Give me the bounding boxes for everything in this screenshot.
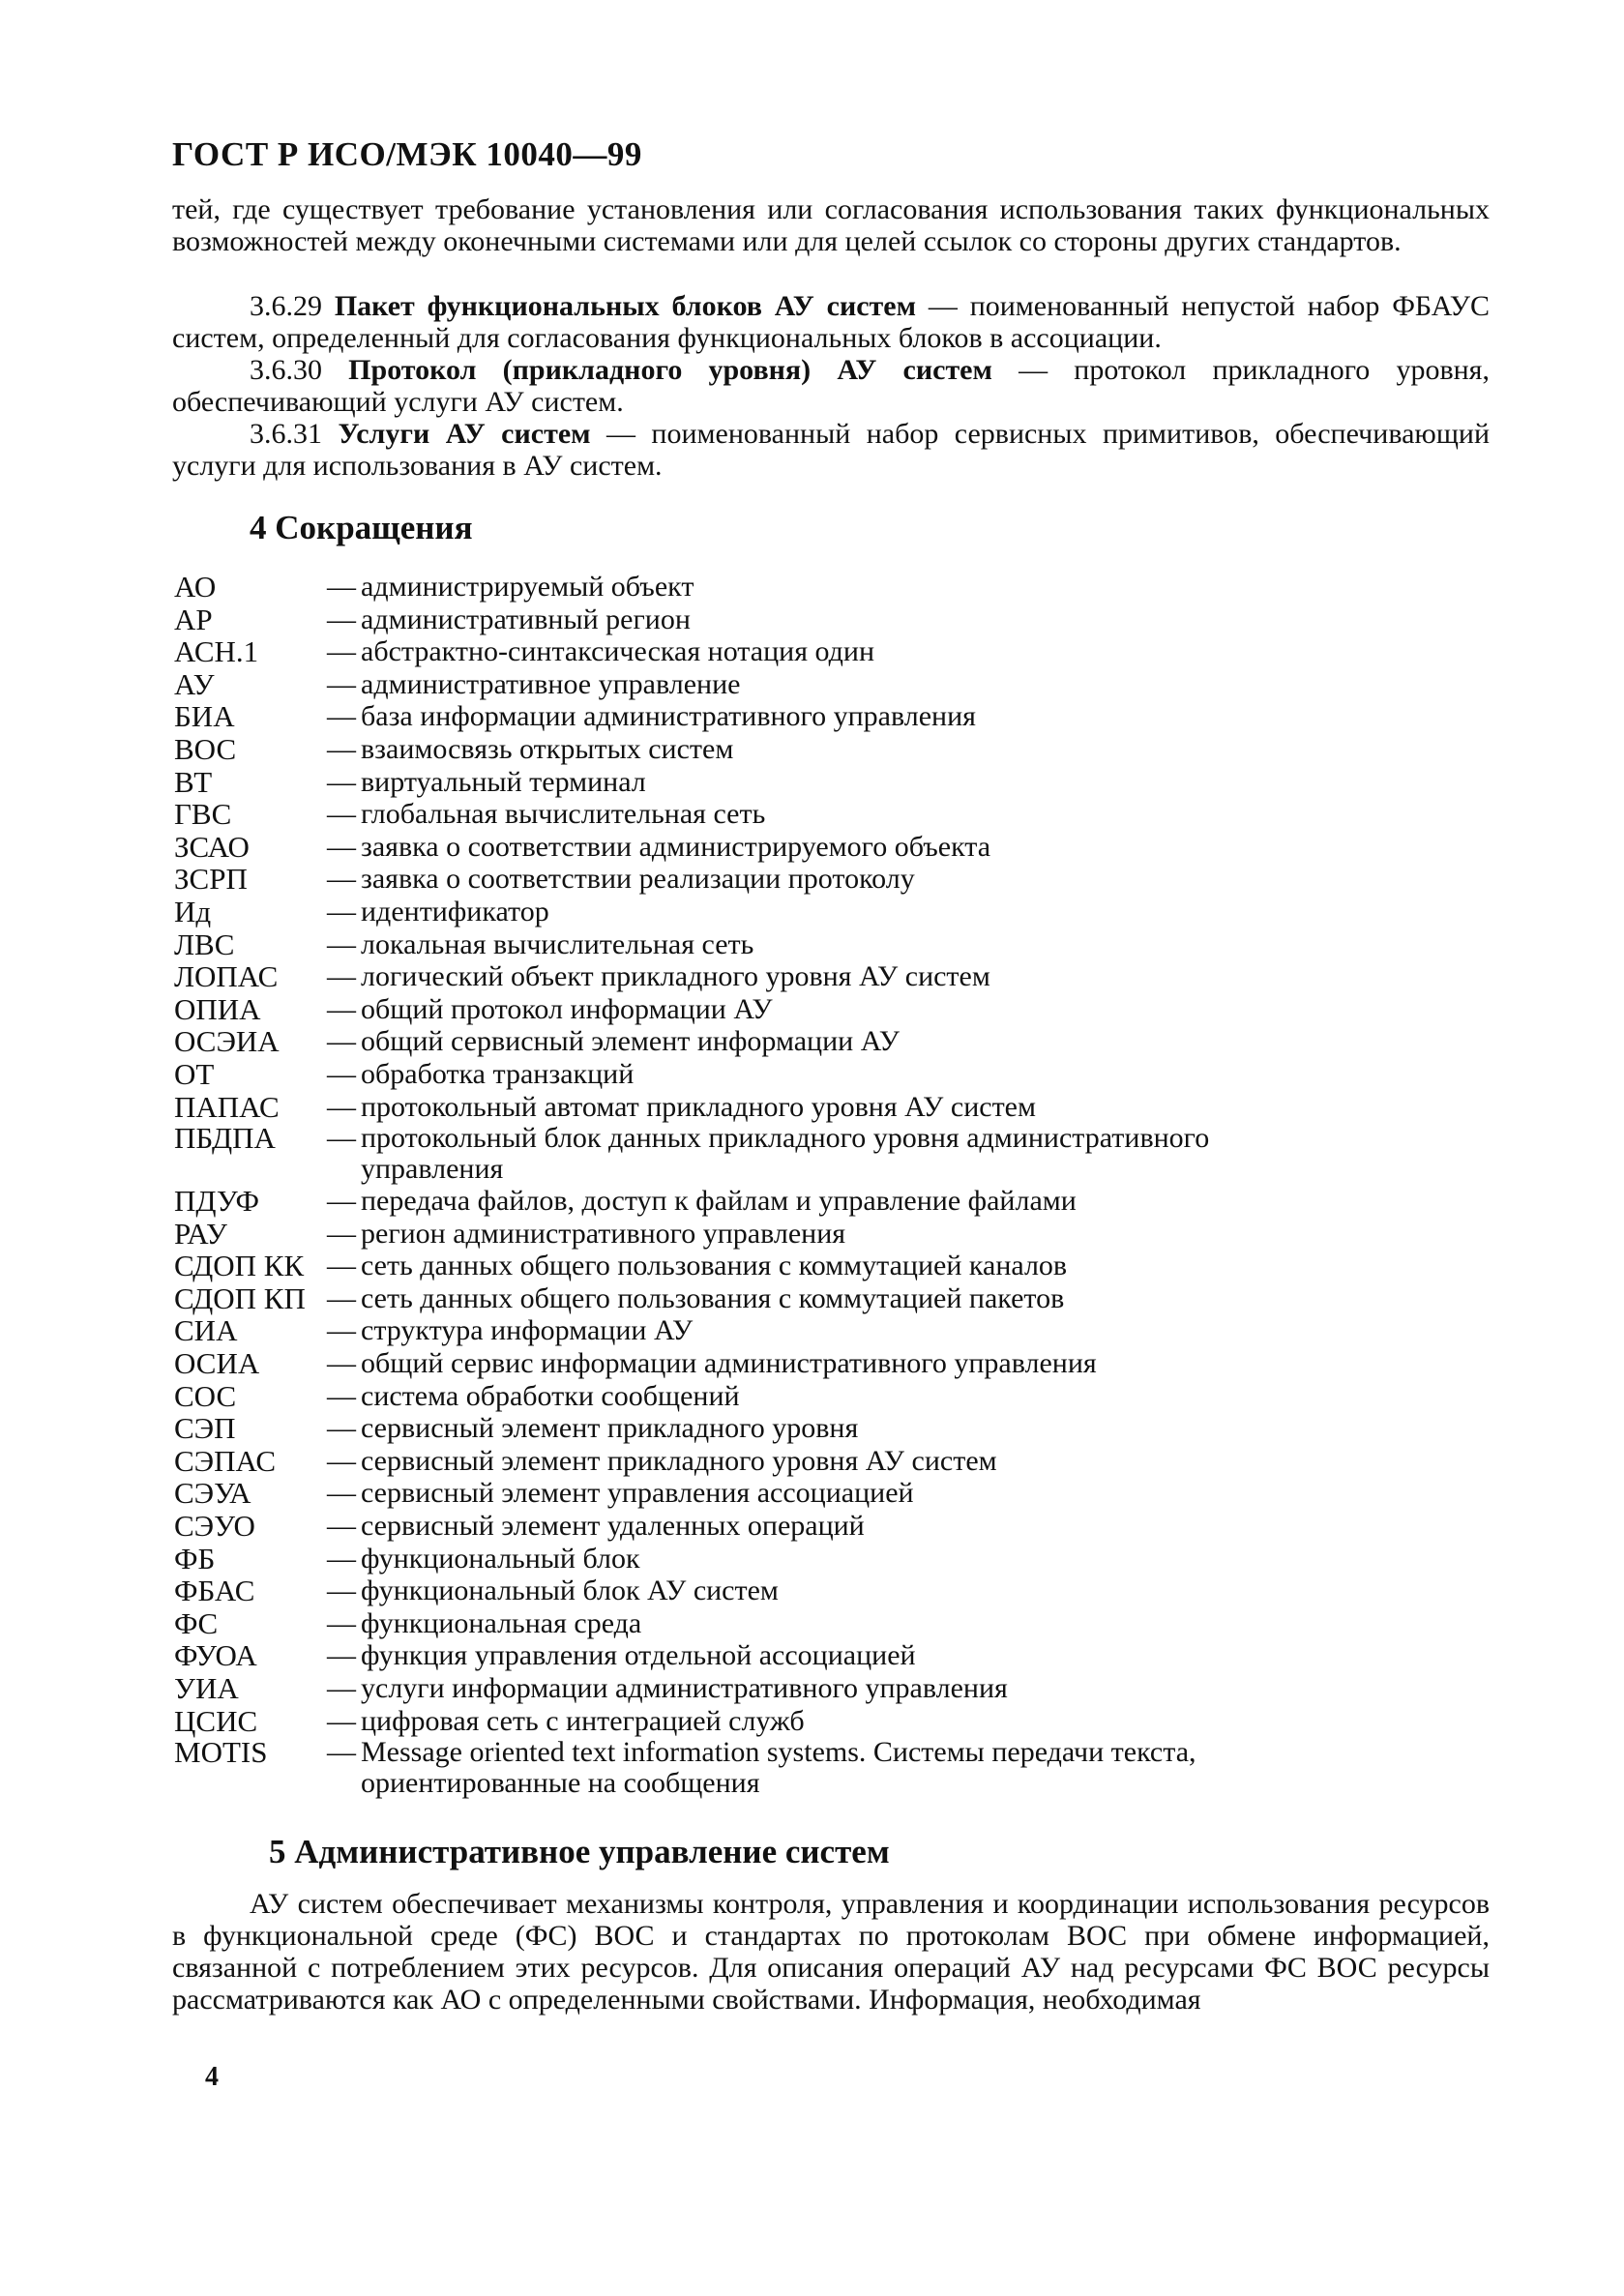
abbreviation-definition: абстрактно-синтаксическая нотация один [361, 635, 875, 668]
abbreviation-row [174, 1058, 1335, 1091]
abbreviation-row [174, 766, 1335, 799]
abbreviation-term: ФБ [174, 1541, 216, 1575]
abbreviation-row [174, 1380, 1335, 1413]
abbreviation-definition: сеть данных общего пользования с коммутацией пакетов [361, 1281, 1065, 1314]
abbreviation-term: АО [174, 570, 217, 603]
abbreviation-definition: передача файлов, доступ к файлам и управление файлами [361, 1185, 1077, 1218]
section-4-heading: 4 Сокращения [250, 509, 473, 546]
definition-term: Услуги АУ систем [338, 418, 591, 450]
abbreviation-row [174, 1705, 1335, 1738]
abbreviation-definition: цифровая сеть с интеграцией служб [361, 1704, 805, 1737]
abbreviation-term: ПДУФ [174, 1184, 260, 1219]
abbreviation-term: ЗСАО [174, 829, 250, 864]
abbreviation-row [174, 603, 1335, 636]
abbreviation-term: ОСИА [174, 1346, 260, 1381]
abbreviation-row [174, 1314, 1335, 1347]
abbreviation-definition: административный регион [361, 603, 691, 635]
abbreviation-term: СЭПАС [174, 1443, 277, 1478]
abbreviation-row [174, 635, 1335, 668]
abbreviation-definition: общий сервис информации административного управления [361, 1347, 1097, 1380]
abbreviation-term: ГВС [174, 797, 232, 832]
abbreviation-definition: заявка о соответствии реализации протоколу [361, 863, 915, 896]
abbreviation-row [174, 1607, 1335, 1640]
abbreviation-row [174, 863, 1335, 896]
abbreviation-definition: регион административного управления [361, 1217, 846, 1250]
abbreviation-dash: — [327, 1736, 356, 1769]
abbreviation-row [174, 831, 1335, 864]
definition-term: Протокол (прикладного уровня) АУ систем [348, 354, 992, 386]
abbreviation-dash: — [327, 732, 356, 765]
abbreviations-list [174, 571, 1335, 1799]
abbreviation-term: АУ [174, 666, 215, 701]
abbreviation-dash: — [327, 667, 356, 700]
abbreviation-dash: — [327, 1444, 356, 1477]
abbreviation-dash: — [327, 1477, 356, 1510]
abbreviation-definition: глобальная вычислительная сеть [361, 798, 766, 831]
abbreviation-dash: — [327, 1347, 356, 1380]
abbreviation-dash: — [327, 1379, 356, 1412]
abbreviation-definition: услуги информации административного управления [361, 1672, 1008, 1704]
abbreviation-definition: виртуальный терминал [361, 765, 646, 798]
abbreviation-row [174, 1091, 1335, 1124]
abbreviation-row [174, 798, 1335, 831]
abbreviation-term: ФБАС [174, 1574, 255, 1608]
abbreviation-row [174, 1575, 1335, 1607]
abbreviation-dash: — [327, 927, 356, 960]
abbreviation-row [174, 1445, 1335, 1478]
abbreviation-row [174, 1412, 1335, 1445]
abbreviation-definition: Message oriented text information systems. Системы передачи текста, ориентированные на сообщения [361, 1736, 1196, 1800]
abbreviation-term: ВОС [174, 731, 237, 766]
abbreviation-dash: — [327, 1025, 356, 1058]
abbreviation-term: СЭУО [174, 1509, 255, 1544]
abbreviation-row [174, 1737, 1335, 1799]
abbreviation-term: ЛОПАС [174, 959, 279, 994]
abbreviation-definition: функция управления отдельной ассоциацией [361, 1639, 916, 1672]
definition-number: 3.6.30 [250, 354, 322, 386]
abbreviation-dash: — [327, 1510, 356, 1543]
abbreviation-row [174, 896, 1335, 928]
abbreviation-definition: сервисный элемент управления ассоциацией [361, 1477, 914, 1510]
abbreviation-definition: администрируемый объект [361, 571, 694, 603]
abbreviation-row [174, 960, 1335, 993]
abbreviation-row [174, 1477, 1335, 1510]
abbreviation-row [174, 1282, 1335, 1315]
abbreviation-term: ЛВС [174, 927, 235, 961]
abbreviation-dash: — [327, 960, 356, 993]
abbreviation-definition: сервисный элемент прикладного уровня АУ систем [361, 1444, 997, 1477]
definition-number: 3.6.29 [250, 290, 322, 322]
abbreviation-dash: — [327, 1542, 356, 1575]
abbreviation-definition: общий протокол информации АУ [361, 992, 773, 1025]
definition-text: — поименованный непустой набор ФБАУС систем, определенный для согласования функциональных блоков в ассоциации. [172, 290, 1491, 354]
abbreviation-dash: — [327, 1575, 356, 1607]
abbreviation-definition: сервисный элемент удаленных операций [361, 1510, 865, 1543]
abbreviation-dash: — [327, 798, 356, 831]
abbreviation-row [174, 1639, 1335, 1672]
abbreviation-definition: логический объект прикладного уровня АУ систем [361, 960, 990, 993]
abbreviation-term: ВТ [174, 764, 213, 799]
abbreviation-definition: заявка о соответствии администрируемого объекта [361, 830, 991, 863]
abbreviation-row [174, 1347, 1335, 1380]
abbreviation-term: СДОП КК [174, 1249, 305, 1283]
definition-3-6-29 [172, 290, 1490, 354]
abbreviation-term: АР [174, 602, 213, 636]
abbreviation-row [174, 1672, 1335, 1705]
abbreviation-dash: — [327, 863, 356, 896]
abbreviation-dash: — [327, 1281, 356, 1314]
abbreviation-dash: — [327, 1250, 356, 1282]
document-header: ГОСТ Р ИСО/МЭК 10040—99 [172, 135, 642, 173]
abbreviation-dash: — [327, 700, 356, 733]
abbreviation-dash: — [327, 635, 356, 668]
abbreviation-definition: структура информации АУ [361, 1314, 694, 1347]
abbreviation-row [174, 1025, 1335, 1058]
abbreviation-row [174, 700, 1335, 733]
abbreviation-term: АСН.1 [174, 634, 259, 669]
abbreviation-definition: взаимосвязь открытых систем [361, 732, 734, 765]
abbreviation-row [174, 1543, 1335, 1575]
definition-number: 3.6.31 [250, 418, 322, 450]
abbreviation-dash: — [327, 765, 356, 798]
abbreviation-term: ПБДПА [174, 1121, 276, 1156]
section-5-paragraph: АУ систем обеспечивает механизмы контроля, управления и координации использования ресурсов в функциональной среде (ФС) ВОС и стандартах по протоколам ВОС при обмене информацией, связанной с потреблением этих ресурсов. Для описания операций АУ над ресурсами ФС ВОС ресурсы рассматриваются как АО с определенными свойствами. Информация, необходимая [172, 1888, 1490, 2016]
abbreviation-dash: — [327, 895, 356, 927]
page-number: 4 [205, 2062, 219, 2092]
abbreviation-definition: протокольный блок данных прикладного уровня административного управления [361, 1122, 1210, 1186]
definition-text: — поименованный набор сервисных примитивов, обеспечивающий услуги для использования в АУ систем. [172, 418, 1491, 482]
intro-paragraph: тей, где существует требование установления или согласования использования таких функциональных возможностей между оконечными системами или для целей ссылок со стороны других стандартов. [172, 193, 1490, 257]
definition-text: — протокол прикладного уровня, обеспечивающий услуги АУ систем. [172, 354, 1490, 418]
abbreviation-row [174, 733, 1335, 766]
abbreviation-term: ПАПАС [174, 1089, 280, 1124]
abbreviation-term: ФУОА [174, 1638, 257, 1673]
abbreviation-dash: — [327, 1704, 356, 1737]
abbreviation-term: СЭП [174, 1411, 236, 1446]
abbreviation-row [174, 571, 1335, 603]
abbreviation-dash: — [327, 1090, 356, 1123]
definition-3-6-31 [172, 418, 1490, 482]
abbreviation-term: ОСЭИА [174, 1024, 280, 1059]
section-5-heading: 5 Административное управление систем [269, 1833, 890, 1870]
abbreviation-definition: локальная вычислительная сеть [361, 927, 754, 960]
abbreviation-dash: — [327, 1185, 356, 1218]
abbreviation-definition: функциональный блок [361, 1542, 640, 1575]
abbreviation-dash: — [327, 1314, 356, 1347]
abbreviation-definition: сервисный элемент прикладного уровня [361, 1412, 859, 1445]
abbreviation-row [174, 668, 1335, 701]
definition-term: Пакет функциональных блоков АУ систем [334, 290, 917, 322]
abbreviation-dash: — [327, 1412, 356, 1445]
abbreviation-row [174, 928, 1335, 961]
abbreviation-term: РАУ [174, 1216, 227, 1251]
abbreviation-definition: база информации административного управления [361, 700, 976, 733]
abbreviation-term: ЦСИС [174, 1703, 258, 1738]
abbreviation-dash: — [327, 603, 356, 635]
abbreviation-row [174, 993, 1335, 1026]
abbreviation-term: СИА [174, 1313, 238, 1348]
abbreviation-term: MOTIS [174, 1735, 268, 1770]
abbreviation-definition: общий сервисный элемент информации АУ [361, 1025, 900, 1058]
abbreviation-term: Ид [174, 894, 212, 928]
abbreviation-row [174, 1123, 1335, 1185]
abbreviation-dash: — [327, 1217, 356, 1250]
abbreviation-row [174, 1510, 1335, 1543]
abbreviation-dash: — [327, 1639, 356, 1672]
abbreviation-definition: функциональная среда [361, 1606, 642, 1639]
abbreviation-definition: сеть данных общего пользования с коммутацией каналов [361, 1250, 1068, 1282]
abbreviation-row [174, 1218, 1335, 1251]
abbreviation-row [174, 1185, 1335, 1218]
abbreviation-dash: — [327, 571, 356, 603]
abbreviation-dash: — [327, 1057, 356, 1090]
abbreviation-definition: система обработки сообщений [361, 1379, 740, 1412]
abbreviation-definition: идентификатор [361, 895, 549, 927]
abbreviation-term: ЗСРП [174, 862, 248, 897]
abbreviation-definition: протокольный автомат прикладного уровня АУ систем [361, 1090, 1036, 1123]
abbreviation-row [174, 1250, 1335, 1282]
abbreviation-term: СЭУА [174, 1476, 251, 1511]
abbreviation-dash: — [327, 1122, 356, 1155]
abbreviation-definition: административное управление [361, 667, 741, 700]
abbreviation-term: УИА [174, 1671, 239, 1705]
abbreviation-definition: обработка транзакций [361, 1057, 635, 1090]
abbreviation-dash: — [327, 992, 356, 1025]
abbreviation-term: БИА [174, 699, 235, 734]
abbreviation-dash: — [327, 830, 356, 863]
abbreviation-term: СДОП КП [174, 1280, 306, 1315]
abbreviation-term: ФС [174, 1605, 219, 1640]
abbreviation-term: ОПИА [174, 991, 261, 1026]
abbreviation-dash: — [327, 1672, 356, 1704]
abbreviation-definition: функциональный блок АУ систем [361, 1575, 779, 1607]
abbreviation-term: ОТ [174, 1056, 215, 1091]
abbreviation-term: СОС [174, 1378, 237, 1413]
definition-3-6-30 [172, 354, 1490, 418]
abbreviation-dash: — [327, 1606, 356, 1639]
